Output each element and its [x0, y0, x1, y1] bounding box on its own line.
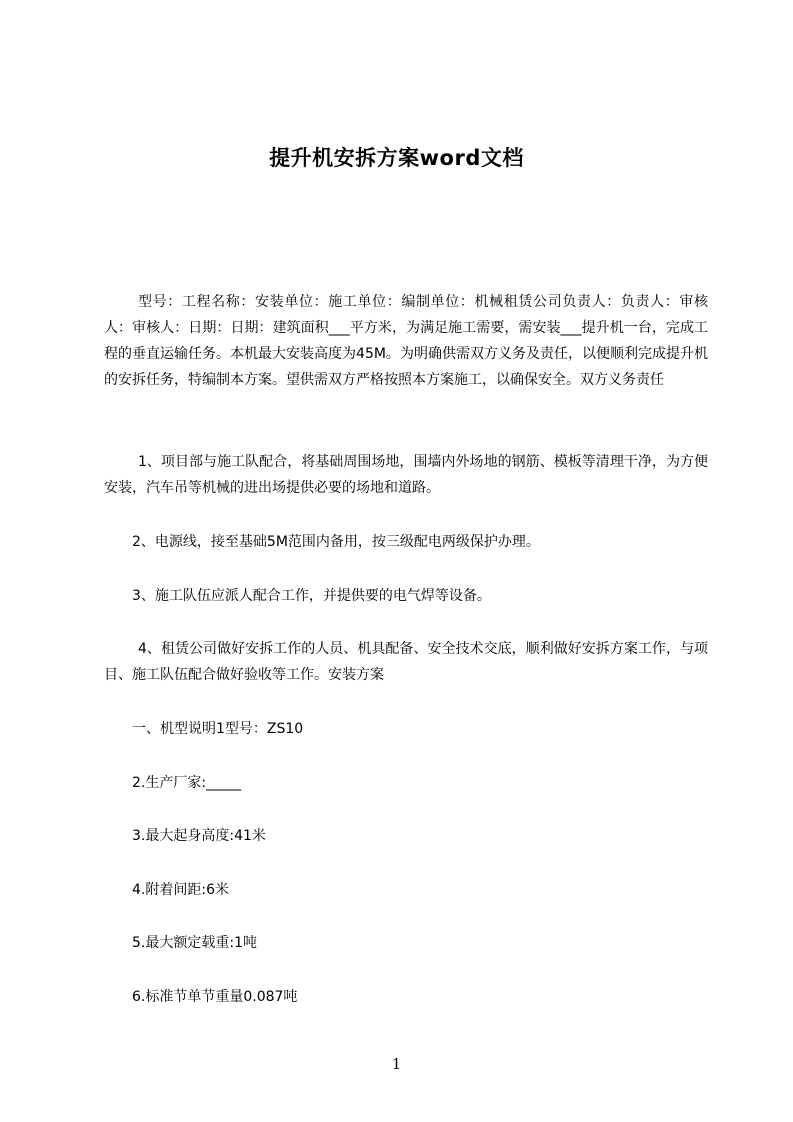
document-title: 提升机安拆方案word文档 — [269, 146, 524, 170]
paragraph-item-1: 1、项目部与施工队配合，将基础周围场地，围墙内外场地的钢筋、模板等清理干净，为方便安装，汽车吊等机械的进出场提供必要的场地和道路。 — [104, 454, 708, 496]
page-number: 1 — [391, 1055, 402, 1073]
spec-attach-spacing: 4.附着间距:6米 — [132, 882, 229, 898]
paragraph-item-4: 4、租赁公司做好安拆工作的人员、机具配备、安全技术交底，顺利做好安拆方案工作，与项目、施工队伍配合做好验收等工作。安装方案 — [104, 641, 708, 683]
spec-model: 一、机型说明1型号：ZS10 — [132, 721, 304, 737]
spec-section-weight: 6.标准节单节重量0.087吨 — [132, 989, 298, 1005]
paragraph-item-2: 2、电源线，接至基础5M范围内备用，按三级配电两级保护办理。 — [132, 534, 540, 550]
intro-paragraph: 型号：工程名称：安装单位：施工单位：编制单位：机械租赁公司负责人：负责人：审核人：审核人：日期：日期：建筑面积___平方米，为满足施工需要，需安装___提升机一台，完成工程的垂直运输任务。本机最大安装高度为45M。为明确供需双方义务及责任，以便顺利完成提升机的安拆任务，特编制本方案。望供需双方严格按照本方案施工，以确保安全。双方义务责任 — [104, 294, 708, 388]
spec-max-height: 3.最大起身高度:41米 — [132, 828, 266, 844]
paragraph-item-3: 3、施工队伍应派人配合工作，并提供要的电气焊等设备。 — [132, 588, 491, 604]
spec-rated-load: 5.最大额定载重:1吨 — [132, 935, 257, 951]
spec-manufacturer: 2.生产厂家:_____ — [132, 775, 242, 791]
